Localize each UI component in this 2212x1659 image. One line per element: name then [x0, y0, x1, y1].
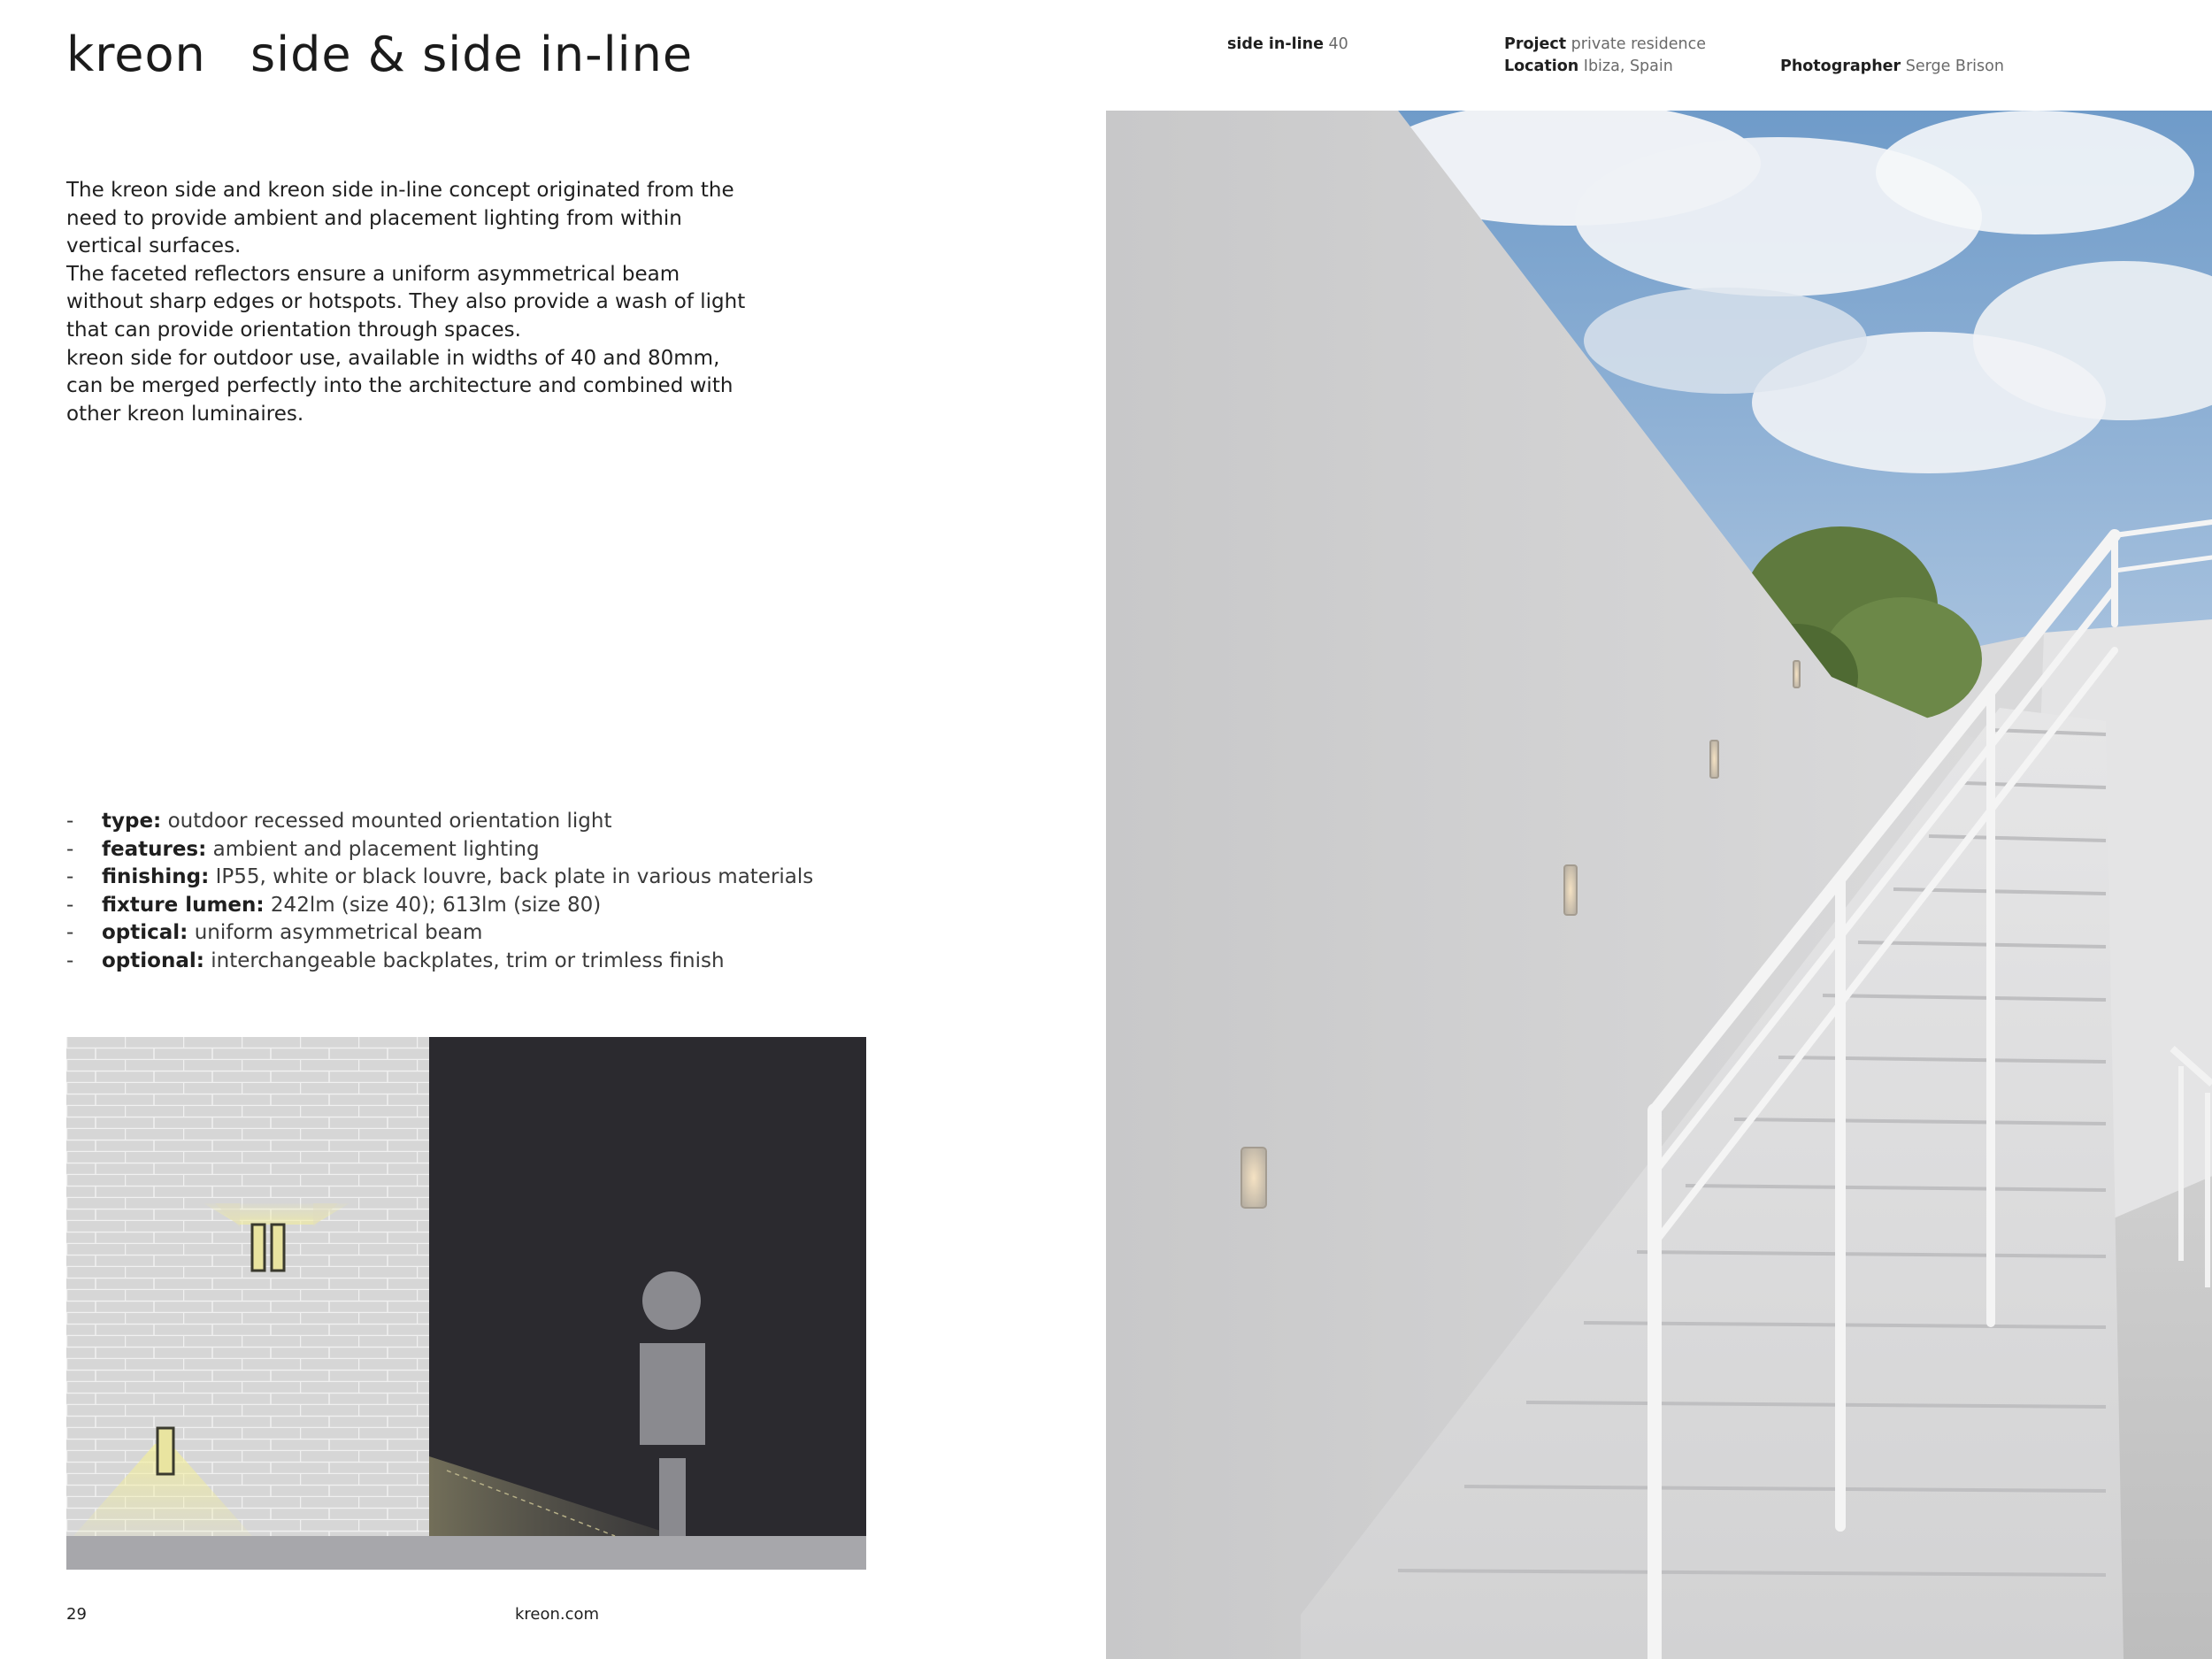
- feature-label: fixture lumen:: [102, 893, 265, 917]
- brick-wall: [66, 1037, 429, 1536]
- feature-value: 242lm (size 40); 613lm (size 80): [270, 893, 602, 917]
- footer-url: kreon.com: [515, 1605, 600, 1624]
- page-title: side & side in-line: [250, 27, 694, 82]
- intro-paragraph: The faceted reflectors ensure a uniform asymmetrical beam without sharp edges or hotspots. They also provide a wash of light that can provide orientation through spaces.: [66, 262, 746, 342]
- feature-item: [66, 919, 907, 948]
- feature-value: IP55, white or black louvre, back plate in various materials: [215, 865, 814, 889]
- list-dash: -: [66, 837, 74, 861]
- feature-value: interchangeable backplates, trim or trimless finish: [211, 949, 725, 972]
- lighting-illustration: [66, 1037, 866, 1570]
- feature-value: ambient and placement lighting: [212, 837, 540, 861]
- feature-item: [66, 836, 907, 864]
- list-dash: -: [66, 949, 74, 972]
- meta-photographer-value: Serge Brison: [1905, 58, 2004, 75]
- feature-value: uniform asymmetrical beam: [194, 921, 483, 945]
- list-dash: -: [66, 893, 74, 917]
- list-dash: -: [66, 921, 74, 945]
- intro-text: [66, 177, 757, 428]
- meta-project-label: Project: [1504, 35, 1567, 53]
- feature-item: [66, 892, 907, 920]
- intro-paragraph: kreon side for outdoor use, available in widths of 40 and 80mm, can be merged perfectly into the architecture and combined with other kreon luminaires.: [66, 346, 733, 426]
- meta-location: [1504, 56, 1706, 78]
- page-number: 29: [66, 1605, 87, 1624]
- feature-item: [66, 808, 907, 836]
- meta-photographer-label: Photographer: [1780, 58, 1901, 75]
- feature-item: [66, 948, 907, 976]
- feature-label: optional:: [102, 949, 204, 972]
- feature-value: outdoor recessed mounted orientation light: [167, 810, 612, 833]
- meta-project-block: [1504, 34, 1706, 78]
- meta-photographer: [1780, 56, 2004, 78]
- meta-location-label: Location: [1504, 58, 1579, 75]
- meta-product-label: side in-line: [1227, 35, 1324, 53]
- meta-product: [1227, 34, 1348, 56]
- feature-label: finishing:: [102, 865, 210, 889]
- feature-label: features:: [102, 837, 207, 861]
- feature-label: optical:: [102, 921, 188, 945]
- meta-project: [1504, 34, 1706, 56]
- list-dash: -: [66, 865, 74, 889]
- intro-paragraph: The kreon side and kreon side in-line concept originated from the need to provide ambient and placement lighting from within vertical surfaces.: [66, 179, 734, 258]
- staircase-photo: [1106, 111, 2212, 1659]
- list-dash: -: [66, 810, 74, 833]
- feature-item: [66, 864, 907, 892]
- meta-project-value: private residence: [1571, 35, 1707, 53]
- meta-location-value: Ibiza, Spain: [1583, 58, 1673, 75]
- brand-logo: kreon: [66, 27, 206, 82]
- floor: [66, 1536, 866, 1570]
- feature-list: [66, 808, 907, 976]
- meta-product-value: 40: [1328, 35, 1348, 53]
- feature-label: type:: [102, 810, 162, 833]
